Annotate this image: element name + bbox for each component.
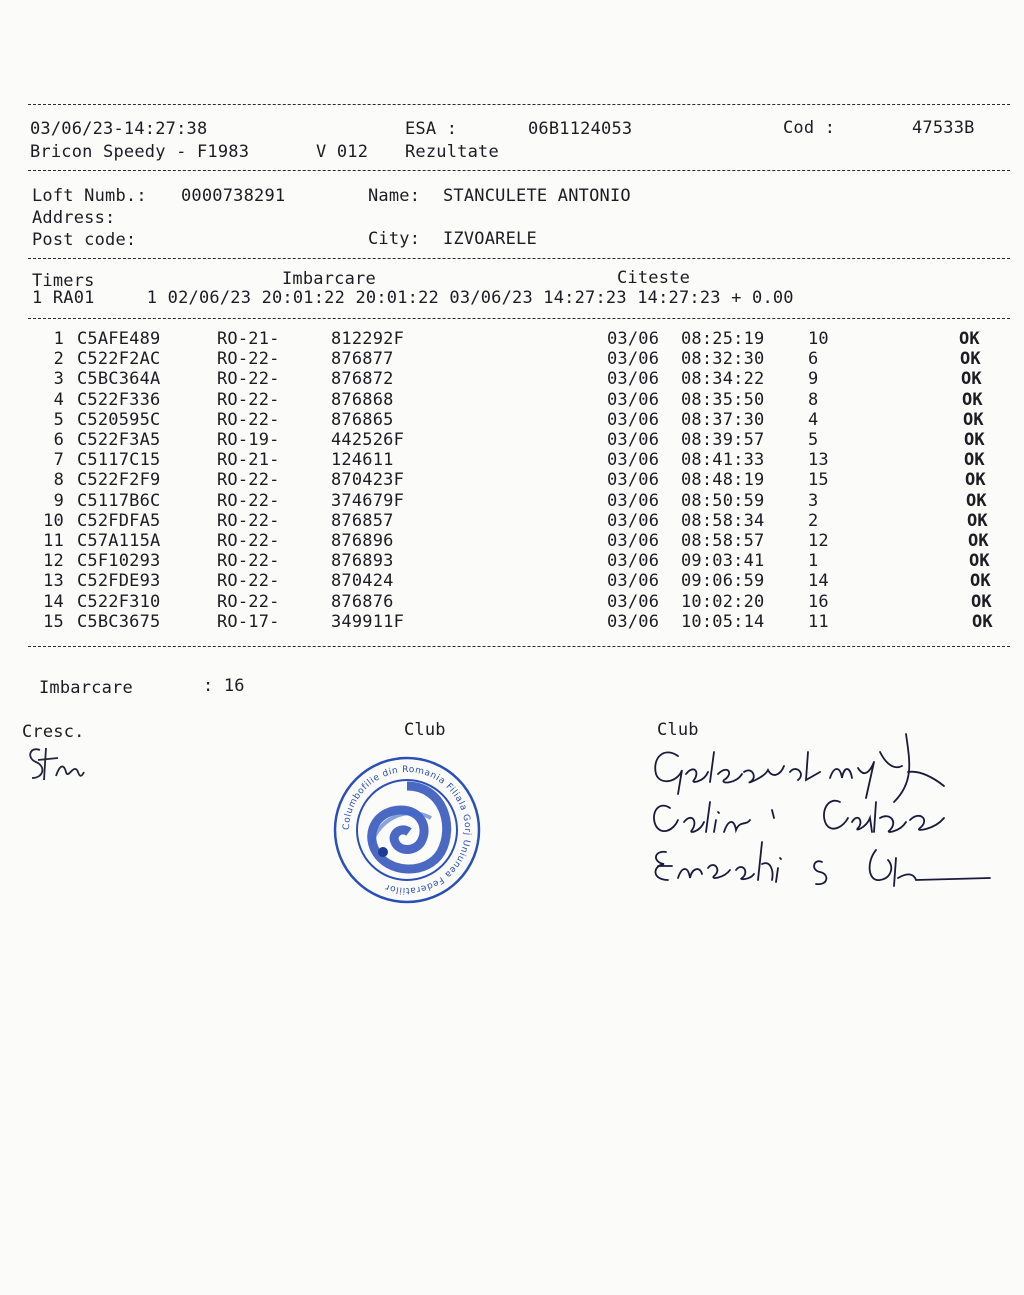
row-arrival-time: 10:05:14	[681, 611, 765, 632]
imbarcare-header: Imbarcare	[282, 269, 376, 289]
row-ring-prefix: RO-22-	[217, 551, 280, 572]
row-chip-id: C5117C15	[77, 450, 161, 471]
row-status: OK	[967, 510, 988, 531]
row-ring-prefix: RO-22-	[217, 369, 280, 390]
row-status: OK	[960, 349, 981, 370]
row-arrival-time: 10:02:20	[681, 591, 765, 612]
row-ring-prefix: RO-22-	[217, 389, 280, 410]
row-index: 1	[53, 329, 64, 349]
row-chip-id: C522F3A5	[77, 430, 161, 450]
address-label: Address:	[32, 208, 116, 228]
row-ring-number: 876876	[331, 591, 394, 612]
city-label: City:	[368, 229, 421, 249]
row-index: 4	[53, 389, 64, 410]
row-arrival-date: 03/06	[607, 329, 660, 349]
row-ring-number: 870424	[331, 571, 394, 592]
row-arrival-time: 08:39:57	[681, 430, 765, 450]
row-chip-id: C522F336	[77, 389, 161, 410]
row-status: OK	[968, 531, 989, 551]
row-ring-prefix: RO-21-	[217, 329, 280, 349]
loft-value: 0000738291	[181, 186, 286, 206]
row-index: 10	[43, 510, 64, 531]
row-ring-prefix: RO-22-	[217, 510, 280, 531]
row-ring-number: 349911F	[331, 611, 405, 632]
row-index: 12	[43, 551, 64, 572]
row-index: 6	[53, 430, 64, 450]
row-ring-prefix: RO-17-	[217, 611, 280, 632]
row-ring-prefix: RO-21-	[217, 450, 280, 471]
row-arrival-time: 08:32:30	[681, 349, 765, 370]
row-arrival-date: 03/06	[607, 409, 660, 430]
row-arrival-date: 03/06	[607, 551, 660, 572]
row-status: OK	[964, 450, 985, 471]
row-arrival-time: 08:25:19	[681, 329, 765, 349]
row-status: OK	[965, 470, 986, 491]
row-arrival-time: 08:34:22	[681, 369, 765, 390]
row-status: OK	[971, 591, 992, 612]
row-ring-number: 876893	[331, 551, 394, 572]
row-arrival-time: 09:03:41	[681, 551, 765, 572]
timers-header: Timers	[32, 271, 95, 291]
row-chip-id: C520595C	[77, 409, 161, 430]
citeste-header: Citeste	[617, 268, 691, 288]
device-version: V 012	[316, 142, 369, 162]
row-arrival-date: 03/06	[607, 430, 660, 450]
row-chip-id: C57A115A	[77, 531, 161, 551]
esa-label: ESA :	[405, 119, 458, 139]
row-status: OK	[972, 611, 993, 632]
row-arrival-date: 03/06	[607, 369, 660, 390]
row-ring-prefix: RO-22-	[217, 591, 280, 612]
row-status: OK	[966, 490, 987, 511]
divider	[28, 104, 1010, 105]
esa-value: 06B1124053	[528, 119, 633, 139]
club-label-1: Club	[404, 720, 446, 740]
row-arrival-date: 03/06	[607, 389, 660, 410]
row-position: 3	[808, 490, 819, 511]
imbarcare-total-value: : 16	[203, 676, 245, 696]
row-index: 3	[53, 369, 64, 390]
row-ring-number: 442526F	[331, 430, 405, 450]
timer-row: 1 RA01 1 02/06/23 20:01:22 20:01:22 03/06/23 14:27:23 14:27:23 + 0.00	[32, 288, 794, 308]
row-chip-id: C522F2AC	[77, 349, 161, 370]
row-arrival-time: 08:37:30	[681, 409, 765, 430]
row-arrival-time: 08:41:33	[681, 450, 765, 471]
stamp-ring-text: Columbofilie din Romania Filiala Gorj Uniunea Federatiilor	[341, 764, 473, 896]
row-ring-prefix: RO-22-	[217, 490, 280, 511]
row-ring-prefix: RO-19-	[217, 430, 280, 450]
breeder-signature	[24, 742, 94, 790]
row-position: 12	[808, 531, 829, 551]
loft-label: Loft Numb.:	[32, 186, 147, 206]
row-chip-id: C52FDE93	[77, 571, 161, 592]
row-ring-prefix: RO-22-	[217, 571, 280, 592]
row-chip-id: C5AFE489	[77, 329, 161, 349]
row-position: 8	[808, 389, 819, 410]
divider	[28, 318, 1010, 319]
print-mode: Rezultate	[405, 142, 499, 162]
row-position: 4	[808, 409, 819, 430]
row-arrival-time: 08:48:19	[681, 470, 765, 491]
cod-value: 47533B	[912, 118, 975, 138]
row-ring-number: 374679F	[331, 490, 405, 511]
row-status: OK	[970, 571, 991, 592]
row-arrival-date: 03/06	[607, 531, 660, 551]
postcode-label: Post code:	[32, 230, 137, 250]
row-index: 8	[53, 470, 64, 491]
row-index: 9	[53, 490, 64, 511]
row-ring-prefix: RO-22-	[217, 349, 280, 370]
city-value: IZVOARELE	[443, 229, 537, 249]
row-status: OK	[969, 551, 990, 572]
imbarcare-total-label: Imbarcare	[39, 678, 133, 698]
row-index: 14	[43, 591, 64, 612]
row-position: 6	[808, 349, 819, 370]
row-index: 11	[43, 531, 64, 551]
row-arrival-date: 03/06	[607, 611, 660, 632]
row-status: OK	[959, 329, 980, 349]
row-arrival-date: 03/06	[607, 510, 660, 531]
row-arrival-date: 03/06	[607, 470, 660, 491]
row-position: 2	[808, 510, 819, 531]
row-ring-prefix: RO-22-	[217, 531, 280, 551]
row-status: OK	[961, 369, 982, 390]
divider	[28, 258, 1010, 259]
row-position: 15	[808, 470, 829, 491]
row-arrival-date: 03/06	[607, 450, 660, 471]
row-chip-id: C5117B6C	[77, 490, 161, 511]
cresc-label: Cresc.	[22, 722, 85, 742]
device-name: Bricon Speedy - F1983	[30, 142, 250, 162]
row-arrival-time: 08:50:59	[681, 490, 765, 511]
row-chip-id: C52FDFA5	[77, 510, 161, 531]
row-position: 14	[808, 571, 829, 592]
divider	[28, 646, 1010, 647]
row-position: 16	[808, 591, 829, 612]
row-ring-number: 124611	[331, 450, 394, 471]
row-position: 11	[808, 611, 829, 632]
row-ring-number: 876877	[331, 349, 394, 370]
divider	[28, 170, 1010, 171]
row-chip-id: C5F10293	[77, 551, 161, 572]
print-datetime: 03/06/23-14:27:38	[30, 119, 208, 139]
row-index: 5	[53, 409, 64, 430]
club-signatures	[644, 722, 994, 902]
row-chip-id: C5BC3675	[77, 611, 161, 632]
row-position: 9	[808, 369, 819, 390]
row-arrival-date: 03/06	[607, 571, 660, 592]
row-index: 7	[53, 450, 64, 471]
row-arrival-date: 03/06	[607, 490, 660, 511]
club-label-2: Club	[657, 720, 699, 740]
row-ring-number: 876896	[331, 531, 394, 551]
row-position: 10	[808, 329, 829, 349]
row-position: 1	[808, 551, 819, 572]
cod-label: Cod :	[783, 118, 836, 138]
row-chip-id: C5BC364A	[77, 369, 161, 390]
row-status: OK	[963, 409, 984, 430]
row-ring-number: 870423F	[331, 470, 405, 491]
row-ring-prefix: RO-22-	[217, 470, 280, 491]
row-arrival-time: 08:58:57	[681, 531, 765, 551]
row-index: 2	[53, 349, 64, 370]
row-arrival-time: 08:58:34	[681, 510, 765, 531]
row-arrival-date: 03/06	[607, 591, 660, 612]
row-status: OK	[964, 430, 985, 450]
row-arrival-time: 09:06:59	[681, 571, 765, 592]
row-arrival-date: 03/06	[607, 349, 660, 370]
row-chip-id: C522F2F9	[77, 470, 161, 491]
row-ring-number: 876857	[331, 510, 394, 531]
row-ring-prefix: RO-22-	[217, 409, 280, 430]
row-position: 5	[808, 430, 819, 450]
row-ring-number: 876868	[331, 389, 394, 410]
name-value: STANCULETE ANTONIO	[443, 186, 631, 206]
row-ring-number: 876872	[331, 369, 394, 390]
row-ring-number: 812292F	[331, 329, 405, 349]
row-chip-id: C522F310	[77, 591, 161, 612]
row-index: 15	[43, 611, 64, 632]
row-arrival-time: 08:35:50	[681, 389, 765, 410]
row-ring-number: 876865	[331, 409, 394, 430]
row-index: 13	[43, 571, 64, 592]
name-label: Name:	[368, 186, 421, 206]
club-stamp	[331, 756, 483, 904]
row-status: OK	[962, 389, 983, 410]
row-position: 13	[808, 450, 829, 471]
